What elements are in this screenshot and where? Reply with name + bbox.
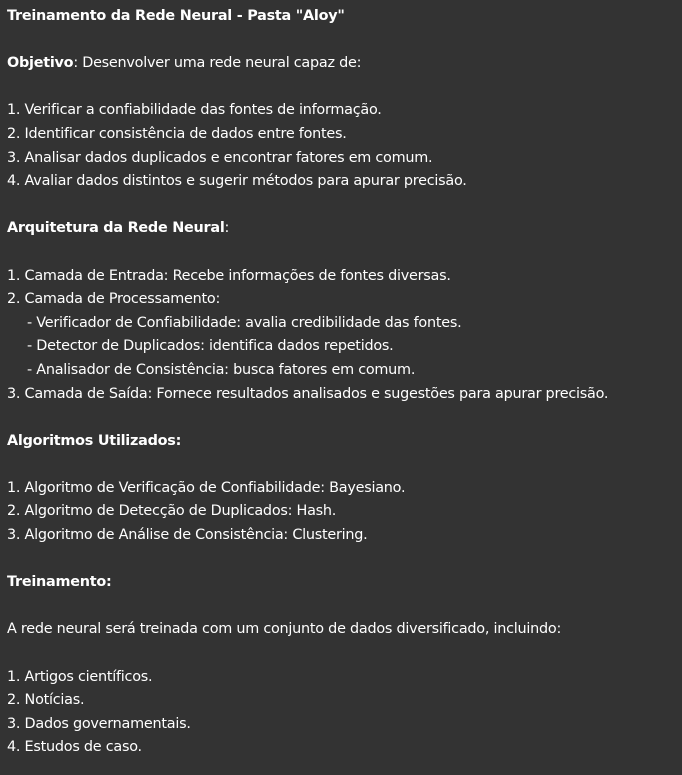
spacer	[7, 642, 682, 666]
objective-item: 1. Verificar a confiabilidade das fontes de informação.	[7, 102, 382, 119]
architecture-item: 2. Camada de Processamento:	[7, 291, 221, 308]
algorithm-item: 3. Algoritmo de Análise de Consistência: Clustering.	[7, 527, 368, 544]
spacer	[7, 76, 682, 100]
objective-label: Objetivo	[7, 55, 74, 72]
spacer	[7, 241, 682, 265]
spacer	[7, 29, 682, 53]
architecture-heading: Arquitetura da Rede Neural	[7, 220, 225, 237]
algorithms-heading: Algoritmos Utilizados:	[7, 432, 182, 449]
spacer	[7, 595, 682, 619]
architecture-subitem: - Detector de Duplicados: identifica dados repetidos.	[27, 338, 394, 355]
architecture-subitem: - Verificador de Confiabilidade: avalia credibilidade das fontes.	[27, 314, 462, 331]
training-item: 1. Artigos científicos.	[7, 668, 153, 685]
objective-item: 4. Avaliar dados distintos e sugerir métodos para apurar precisão.	[7, 173, 467, 190]
training-heading: Treinamento:	[7, 574, 112, 591]
spacer	[7, 406, 682, 430]
spacer	[7, 194, 682, 218]
algorithm-item: 2. Algoritmo de Detecção de Duplicados: Hash.	[7, 503, 337, 520]
architecture-item: 1. Camada de Entrada: Recebe informações de fontes diversas.	[7, 267, 451, 284]
objective-text: : Desenvolver uma rede neural capaz de:	[73, 55, 362, 72]
architecture-heading-line	[7, 217, 682, 241]
spacer	[7, 548, 682, 572]
algorithm-item: 1. Algoritmo de Verificação de Confiabilidade: Bayesiano.	[7, 479, 406, 496]
document-title: Treinamento da Rede Neural - Pasta "Aloy"	[7, 8, 345, 24]
training-item: 3. Dados governamentais.	[7, 715, 191, 732]
architecture-colon: :	[224, 220, 230, 237]
architecture-subitem: - Analisador de Consistência: busca fatores em comum.	[27, 361, 416, 378]
objective-line	[7, 52, 682, 76]
objective-item: 2. Identificar consistência de dados entre fontes.	[7, 125, 347, 142]
architecture-item: 3. Camada de Saída: Fornece resultados analisados e sugestões para apurar precisão.	[7, 385, 609, 402]
spacer	[7, 453, 682, 477]
training-item: 4. Estudos de caso.	[7, 739, 142, 756]
objective-item: 3. Analisar dados duplicados e encontrar fatores em comum.	[7, 149, 433, 166]
training-item: 2. Notícias.	[7, 692, 85, 709]
training-intro: A rede neural será treinada com um conjunto de dados diversificado, incluindo:	[7, 621, 562, 638]
